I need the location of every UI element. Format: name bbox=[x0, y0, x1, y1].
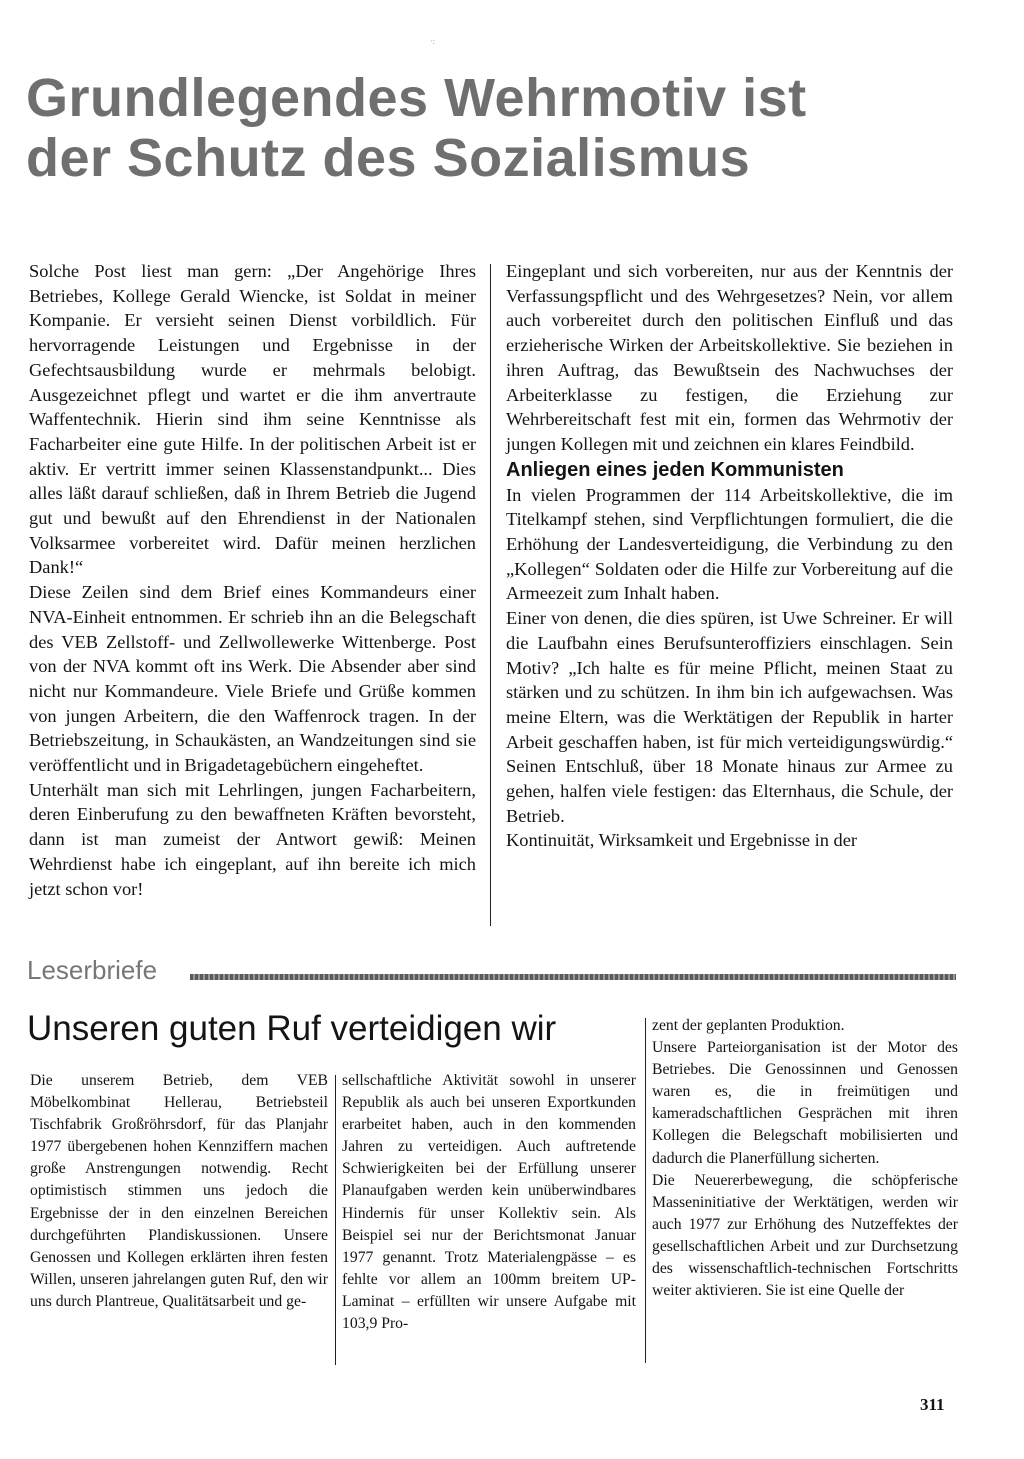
paragraph: sellschaftliche Aktivität sowohl in unserer Republik als auch bei unseren Exportkunden erarbeitet haben, auch in den kommenden Jahren zu verteidigen. Auch auftretende Schwierigkeiten bei der Erfüllung unserer Planaufgaben werden kein unüberwindbares Hindernis für unser Kollektiv sein. Als Beispiel sei nur der Berichtsmonat Januar 1977 genannt. Trotz Materialengpässe – es fehlte vor allem an 100mm breitem UP-Laminat – erfüllten wir unsere Aufgabe mit 103,9 Pro- bbox=[342, 1072, 636, 1333]
section-subheading: Anliegen eines jeden Kommunisten bbox=[506, 458, 844, 481]
letter-headline: Unseren guten Ruf verteidigen wir bbox=[27, 1009, 557, 1048]
print-speck: ·: bbox=[430, 37, 436, 46]
headline-line-2: der Schutz des Sozialismus bbox=[26, 128, 751, 188]
paragraph: Die unserem Betrieb, dem VEB Möbelkombinat Hellerau, Betriebsteil Tischfabrik Großröhrsdorf, für das Planjahr 1977 übergebenen hohen Kennziffern machen große Anstrengungen notwendig. Recht optimistisch stimmen uns jedoch die Ergebnisse der in den einzelnen Bereichen durchgeführten Plandiskussionen. Unsere Genossen und Kollegen erklärten ihren festen Willen, unseren jahrelangen guten Ruf, den wir uns durch Plantreue, Qualitätsarbeit und ge- bbox=[30, 1072, 328, 1310]
paragraph: Diese Zeilen sind dem Brief eines Kommandeurs einer NVA-Einheit entnommen. Er schrieb ihn an die Belegschaft des VEB Zellstoff- und Zellwollewerke Wittenberge. Post von der NVA kommt oft ins Werk. Die Absender aber sind nicht nur Kommandeure. Viele Briefe und Grüße kommen von jungen Arbeitern, die den Waffenrock tragen. In der Betriebszeitung, in Schaukästen, an Wandzeitungen sind sie veröffentlicht und in Brigadetagebüchern eingeheftet. bbox=[29, 582, 476, 776]
headline-line-1: Grundlegendes Wehrmotiv ist bbox=[26, 68, 807, 128]
rubric-rule bbox=[190, 974, 956, 980]
paragraph: Unsere Parteiorganisation ist der Motor des Betriebes. Die Genossinnen und Genossen waren es, die in freimütigen und kameradschaftlichen Gesprächen mit ihren Kollegen die Belegschaft mobilisierten und dadurch die Planerfüllung sicherten. bbox=[652, 1039, 958, 1167]
article-column-2 bbox=[506, 259, 953, 853]
paragraph: Unterhält man sich mit Lehrlingen, jungen Facharbeitern, deren Einberufung zu den bewaffneten Kräften bevorsteht, dann ist man zumeist der Antwort gewiß: Meinen Wehrdienst habe ich eingeplant, auf ihn bereite ich mich jetzt schon vor! bbox=[29, 779, 476, 899]
column-divider bbox=[335, 1075, 336, 1365]
column-divider bbox=[645, 1018, 646, 1363]
rubric-label: Leserbriefe bbox=[27, 955, 158, 985]
page-number: 311 bbox=[920, 1395, 945, 1414]
paragraph: zent der geplanten Produktion. bbox=[652, 1017, 845, 1034]
paragraph: Kontinuität, Wirksamkeit und Ergebnisse in der bbox=[506, 830, 858, 851]
paragraph: Die Neuererbewegung, die schöpferische Masseninitiative der Werktätigen, werden wir auch 1977 zur Erhöhung des Nutzeffektes der gesellschaftlichen Arbeit und zur Durchsetzung des wissenschaftlich-technischen Fortschritts weiter aktivieren. Sie ist eine Quelle der bbox=[652, 1171, 958, 1300]
letter-column-1 bbox=[30, 1070, 328, 1313]
paragraph: Eingeplant und sich vorbereiten, nur aus der Kenntnis der Verfassungspflicht und des Wehrgesetzes? Nein, vor allem auch vorbereitet durch den politischen Einfluß und das erzieherische Wirken der Arbeitskollektive. Sie beziehen in ihren Auftrag, das Bewußtsein des Nachwuchses der Arbeiterklasse zu festigen, die Erziehung zur Wehrbereitschaft fest mit ein, formen das Wehrmotiv der jungen Kollegen mit und zeichnen ein klares Feindbild. bbox=[506, 261, 953, 454]
letter-column-2 bbox=[342, 1070, 636, 1335]
paragraph: Einer von denen, die dies spüren, ist Uwe Schreiner. Er will die Laufbahn eines Berufsunteroffiziers einschlagen. Sein Motiv? „Ich halte es für meine Pflicht, meinen Staat zu stärken und zu schützen. In ihm bin ich aufgewachsen. Was meine Eltern, was die Werktätigen der Republik in harter Arbeit geschaffen haben, ist für mich verteidigungswürdig.“ Seinen Entschluß, über 18 Monate hinaus zur Armee zu gehen, halfen viele festigen: das Elternhaus, die Schule, der Betrieb. bbox=[506, 608, 953, 826]
paragraph: In vielen Programmen der 114 Arbeitskollektive, die im Titelkampf stehen, sind Verpflichtungen formuliert, die die Erhöhung der Landesverteidigung, die Verbindung zu den „Kollegen“ Soldaten oder die Hilfe zur Vorbereitung auf die Armeezeit zum Inhalt haben. bbox=[506, 484, 953, 604]
paragraph: Solche Post liest man gern: „Der Angehörige Ihres Betriebes, Kollege Gerald Wiencke, ist Soldat in meiner Kompanie. Er versieht seinen Dienst vorbildlich. Für hervorragende Leistungen und Ergebnisse in der Gefechtsausbildung wurde er mehrmals belobigt. Ausgezeichnet pflegt und wartet er die ihm anvertraute Waffentechnik. Hierin sind ihm seine Kenntnisse als Facharbeiter eine gute Hilfe. In der politischen Arbeit ist er aktiv. Er vertritt immer seinen Klassenstandpunkt... Dies alles läßt darauf schließen, daß in Ihrem Betrieb die Jugend gut und bewußt auf den Ehrendienst in der Nationalen Volksarmee vorbereitet wird. Dafür meinen herzlichen Dank!“ bbox=[29, 261, 476, 578]
letter-column-3 bbox=[652, 1015, 958, 1302]
column-divider bbox=[490, 264, 491, 926]
article-column-1 bbox=[29, 259, 476, 901]
article-headline bbox=[26, 68, 826, 188]
